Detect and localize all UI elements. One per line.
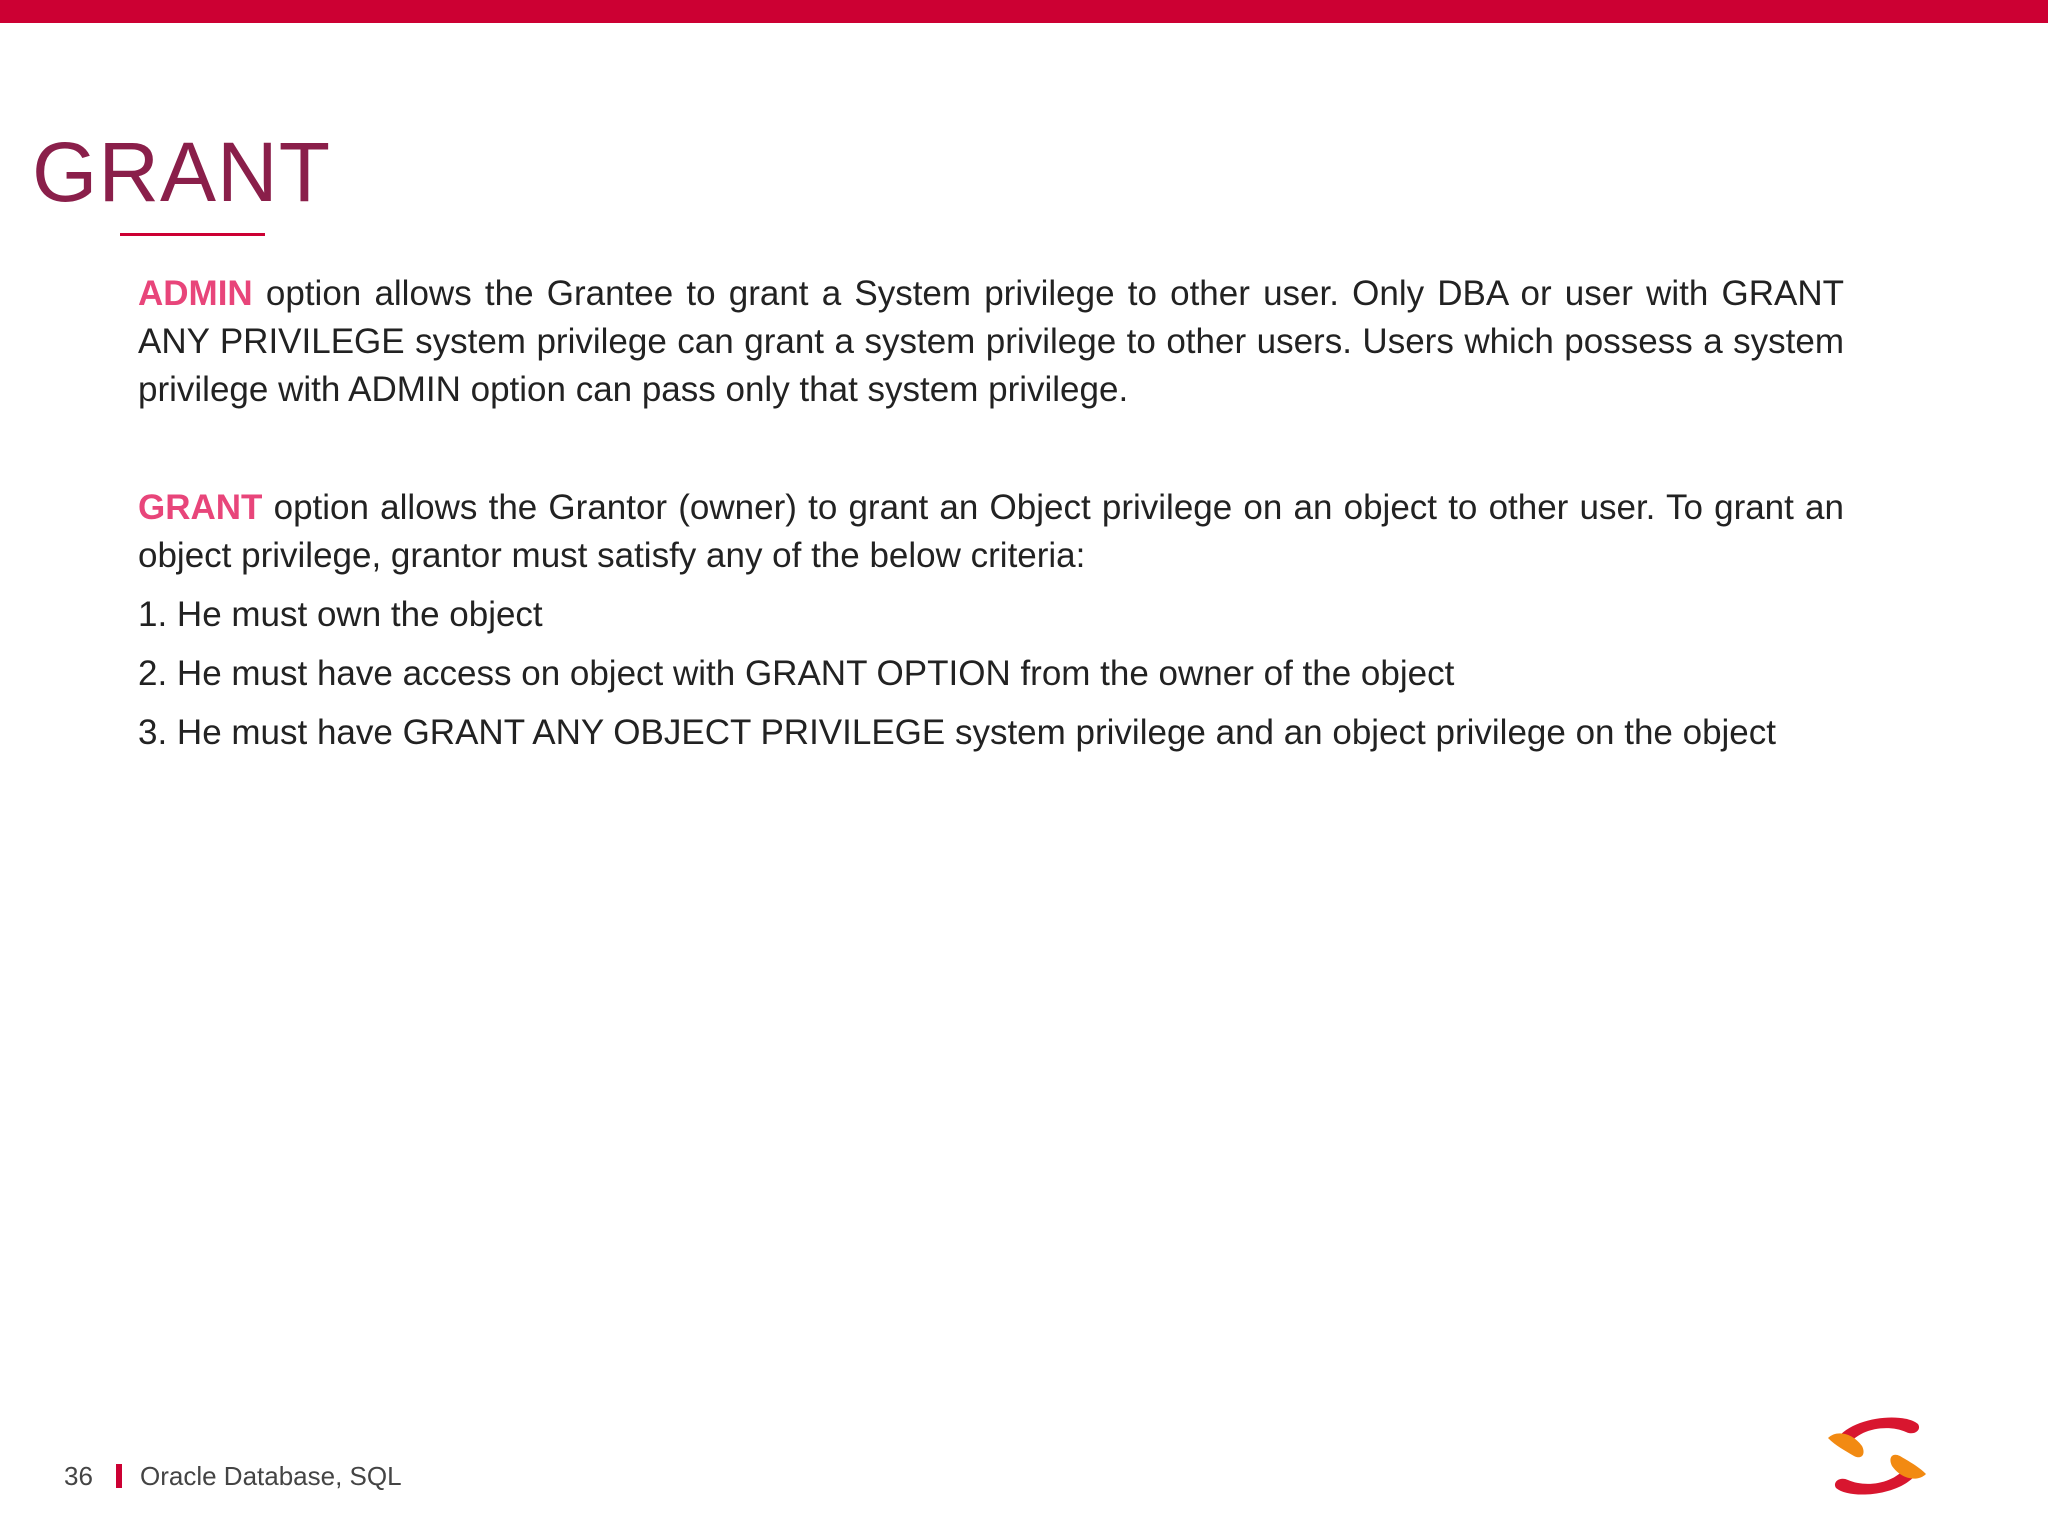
admin-description: option allows the Grantee to grant a System privilege to other user. Only DBA or user with GRANT ANY PRIVILEGE system privilege can grant a system privilege to other users. Users which possess a system privilege with ADMIN option can pass only that system privilege. [138, 274, 1844, 409]
slide-content [138, 270, 1844, 768]
list-item: 1. He must own the object [138, 595, 543, 634]
criteria-list [138, 591, 1844, 757]
top-accent-bar [0, 0, 2048, 23]
logo-right-orange [1890, 1455, 1926, 1479]
grant-keyword: GRANT [138, 488, 263, 527]
logo-left-orange [1828, 1433, 1864, 1457]
title-underline [120, 233, 265, 236]
admin-keyword: ADMIN [138, 274, 253, 313]
list-item: 3. He must have GRANT ANY OBJECT PRIVILEGE system privilege and an object privilege on the object [138, 713, 1776, 752]
slide-title: GRANT [32, 125, 331, 219]
footer-title: Oracle Database, SQL [140, 1461, 402, 1491]
grant-option-paragraph [138, 484, 1844, 580]
footer-separator [116, 1464, 122, 1488]
admin-option-paragraph [138, 270, 1844, 414]
list-item: 2. He must have access on object with GRANT OPTION from the owner of the object [138, 654, 1455, 693]
grant-description: option allows the Grantor (owner) to grant an Object privilege on an object to other user. To grant an object privilege, grantor must satisfy any of the below criteria: [138, 488, 1844, 575]
company-logo-icon [1822, 1410, 1932, 1500]
page-number: 36 [64, 1461, 93, 1491]
